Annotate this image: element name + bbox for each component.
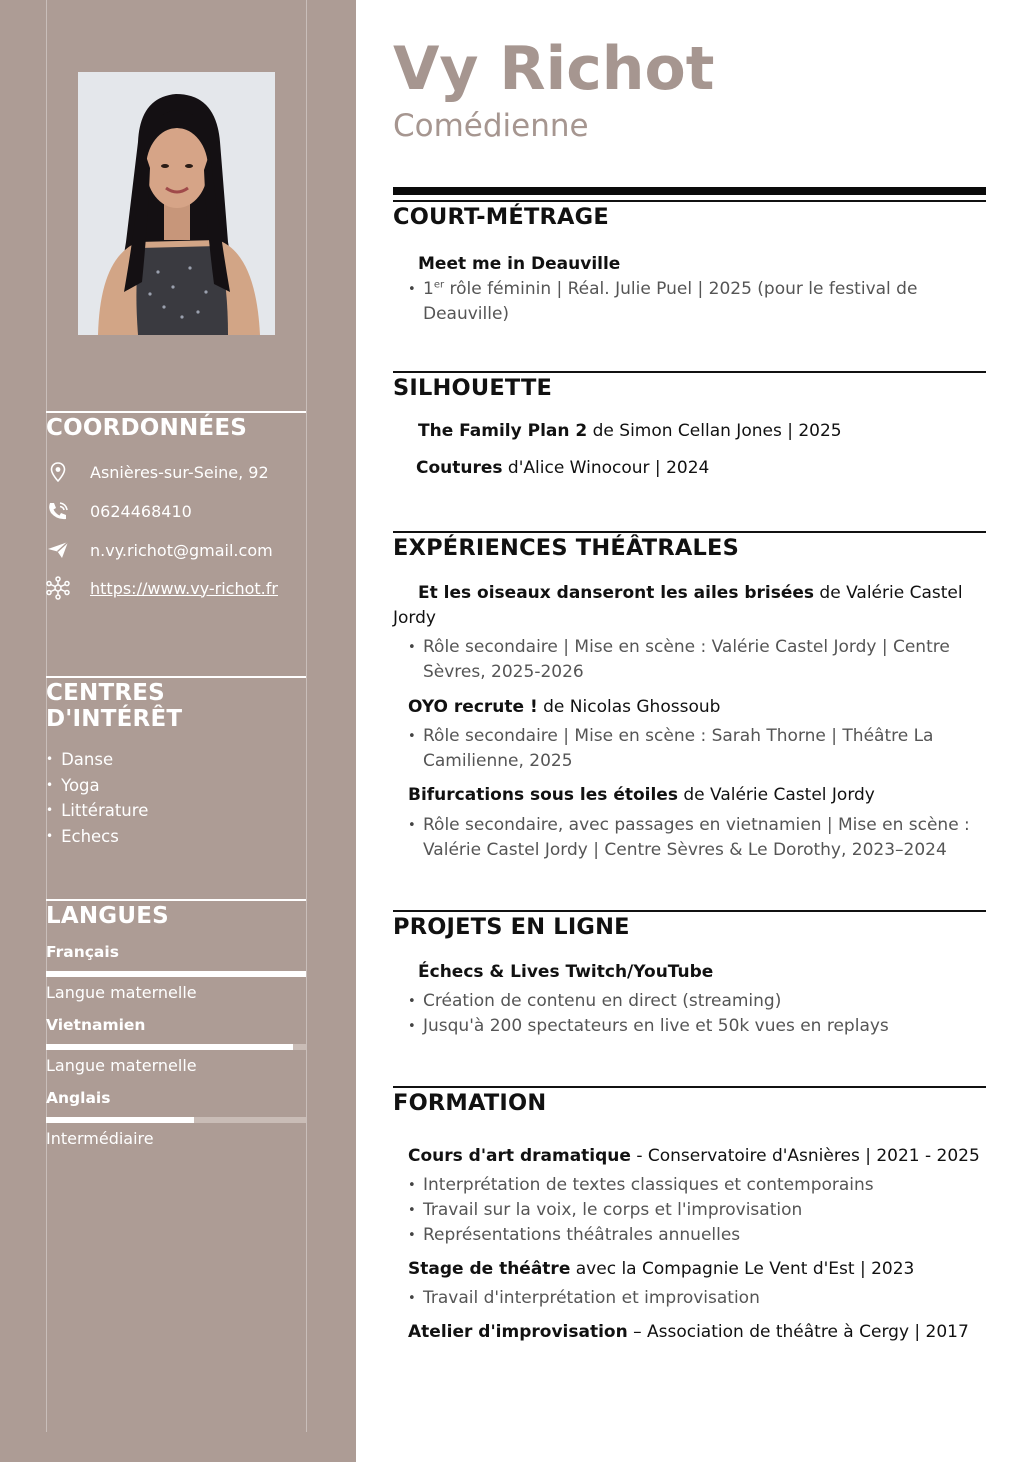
entry-heading: [393, 581, 986, 631]
entry-details: de Valérie Castel Jordy: [677, 785, 875, 805]
language-bar: [46, 971, 306, 977]
header-divider: [393, 187, 986, 195]
entry-title: Atelier d'improvisation: [408, 1322, 628, 1342]
language-bar-fill: [46, 1117, 194, 1123]
section-title: PROJETS EN LIGNE: [393, 910, 986, 940]
language-level: Langue maternelle: [46, 983, 197, 1002]
contact-section: [46, 411, 306, 598]
entry-details: - Conservatoire d'Asnières | 2021 - 2025: [630, 1146, 980, 1166]
section-formation: [393, 1086, 986, 1345]
network-icon: [46, 577, 70, 599]
entry-title: Échecs & Lives Twitch/YouTube: [418, 962, 714, 982]
language-bar: [46, 1117, 306, 1123]
person-name: Vy Richot: [393, 34, 715, 104]
email-text[interactable]: n.vy.richot@gmail.com: [90, 540, 273, 560]
contact-email: [46, 539, 273, 561]
ordinal-suffix: er: [433, 279, 445, 291]
list-item: • Jusqu'à 200 spectateurs en live et 50k vues en replays: [393, 1014, 986, 1039]
section-theatre: [393, 531, 986, 863]
list-item: • Représentations théâtrales annuelles: [393, 1223, 986, 1248]
list-item: • Yoga: [46, 774, 306, 800]
entry-heading: [393, 783, 986, 808]
language-level: Langue maternelle: [46, 1056, 197, 1075]
language-name: Français: [46, 943, 119, 961]
section-title: EXPÉRIENCES THÉÂTRALES: [393, 531, 986, 561]
entry-bullets: [393, 813, 986, 863]
website-link[interactable]: https://www.vy-richot.fr: [90, 578, 278, 598]
person-role: Comédienne: [393, 108, 589, 144]
section-title: FORMATION: [393, 1086, 986, 1116]
contact-website: [46, 577, 278, 599]
phone-text[interactable]: 0624468410: [90, 501, 192, 521]
phone-icon: [46, 500, 70, 522]
language-bar-fill: [46, 1044, 293, 1050]
entry-bullets: [393, 1286, 986, 1311]
list-item: • Rôle secondaire | Mise en scène : Sarah Thorne | Théâtre La Camilienne, 2025: [393, 724, 986, 774]
entry-details: de Simon Cellan Jones | 2025: [587, 421, 842, 441]
section-court-metrage: [393, 200, 986, 327]
list-item: [393, 277, 986, 327]
sidebar-guide-line: [306, 0, 307, 1432]
entry-title: The Family Plan 2: [418, 421, 588, 441]
contact-phone: [46, 500, 192, 522]
entry-bullets: [393, 635, 986, 685]
entry-details: avec la Compagnie Le Vent d'Est | 2023: [570, 1259, 915, 1279]
entry-heading: [393, 456, 986, 481]
list-item: • Interprétation de textes classiques et contemporains: [393, 1173, 986, 1198]
ordinal-number: 1: [423, 279, 434, 299]
entry-heading: [393, 419, 986, 444]
list-item: • Travail sur la voix, le corps et l'improvisation: [393, 1198, 986, 1223]
list-item: • Rôle secondaire, avec passages en vietnamien | Mise en scène : Valérie Castel Jordy | Centre Sèvres & Le Dorothy, 2023–2024: [393, 813, 986, 863]
list-item: • Travail d'interprétation et improvisation: [393, 1286, 986, 1311]
language-bar: [46, 1044, 306, 1050]
interests-title: CENTRES D'INTÉRÊT: [46, 676, 306, 732]
interests-list: [46, 748, 306, 850]
address-text: Asnières-sur-Seine, 92: [90, 462, 269, 482]
entry-heading: [393, 252, 986, 277]
entry-title: Et les oiseaux danseront les ailes brisées: [418, 583, 815, 603]
send-icon: [46, 539, 70, 561]
list-item: • Rôle secondaire | Mise en scène : Valérie Castel Jordy | Centre Sèvres, 2025-2026: [393, 635, 986, 685]
section-silhouette: [393, 371, 986, 481]
entry-title: Stage de théâtre: [408, 1259, 571, 1279]
section-online-projects: [393, 910, 986, 1039]
entry-bullets: [393, 989, 986, 1039]
section-title: SILHOUETTE: [393, 371, 986, 401]
entry-heading: [393, 1320, 986, 1345]
list-item: • Littérature: [46, 799, 306, 825]
entry-details: de Nicolas Ghossoub: [537, 697, 721, 717]
languages-title: LANGUES: [46, 899, 306, 929]
location-pin-icon: [46, 461, 70, 483]
interests-section: [46, 676, 306, 850]
entry-title: Bifurcations sous les étoiles: [408, 785, 678, 805]
entry-heading: [393, 695, 986, 720]
languages-section: [46, 899, 306, 1148]
entry-title: Coutures: [416, 458, 503, 478]
bullet-text: rôle féminin | Réal. Julie Puel | 2025 (pour le festival de Deauville): [423, 279, 918, 324]
entry-heading: [393, 1257, 986, 1282]
entry-bullets: [393, 724, 986, 774]
entry-heading: [393, 1144, 986, 1169]
entry-bullets: [393, 1173, 986, 1248]
contact-title: COORDONNÉES: [46, 411, 306, 441]
language-bar-fill: [46, 971, 306, 977]
entry-title: OYO recrute !: [408, 697, 538, 717]
sidebar: [0, 0, 356, 1462]
entry-details: – Association de théâtre à Cergy | 2017: [627, 1322, 969, 1342]
language-name: Anglais: [46, 1089, 111, 1107]
entry-details: de Valérie Castel Jordy: [393, 583, 963, 628]
language-name: Vietnamien: [46, 1016, 146, 1034]
list-item: • Création de contenu en direct (streaming): [393, 989, 986, 1014]
list-item: • Danse: [46, 748, 306, 774]
profile-photo: [78, 72, 275, 335]
entry-heading: [393, 960, 986, 985]
entry-title: Cours d'art dramatique: [408, 1146, 631, 1166]
language-level: Intermédiaire: [46, 1129, 154, 1148]
contact-address: [46, 461, 269, 483]
entry-details: d'Alice Winocour | 2024: [502, 458, 710, 478]
entry-title: Meet me in Deauville: [418, 254, 621, 274]
section-title: COURT-MÉTRAGE: [393, 200, 986, 230]
list-item: • Echecs: [46, 825, 306, 851]
entry-bullets: [393, 277, 986, 327]
